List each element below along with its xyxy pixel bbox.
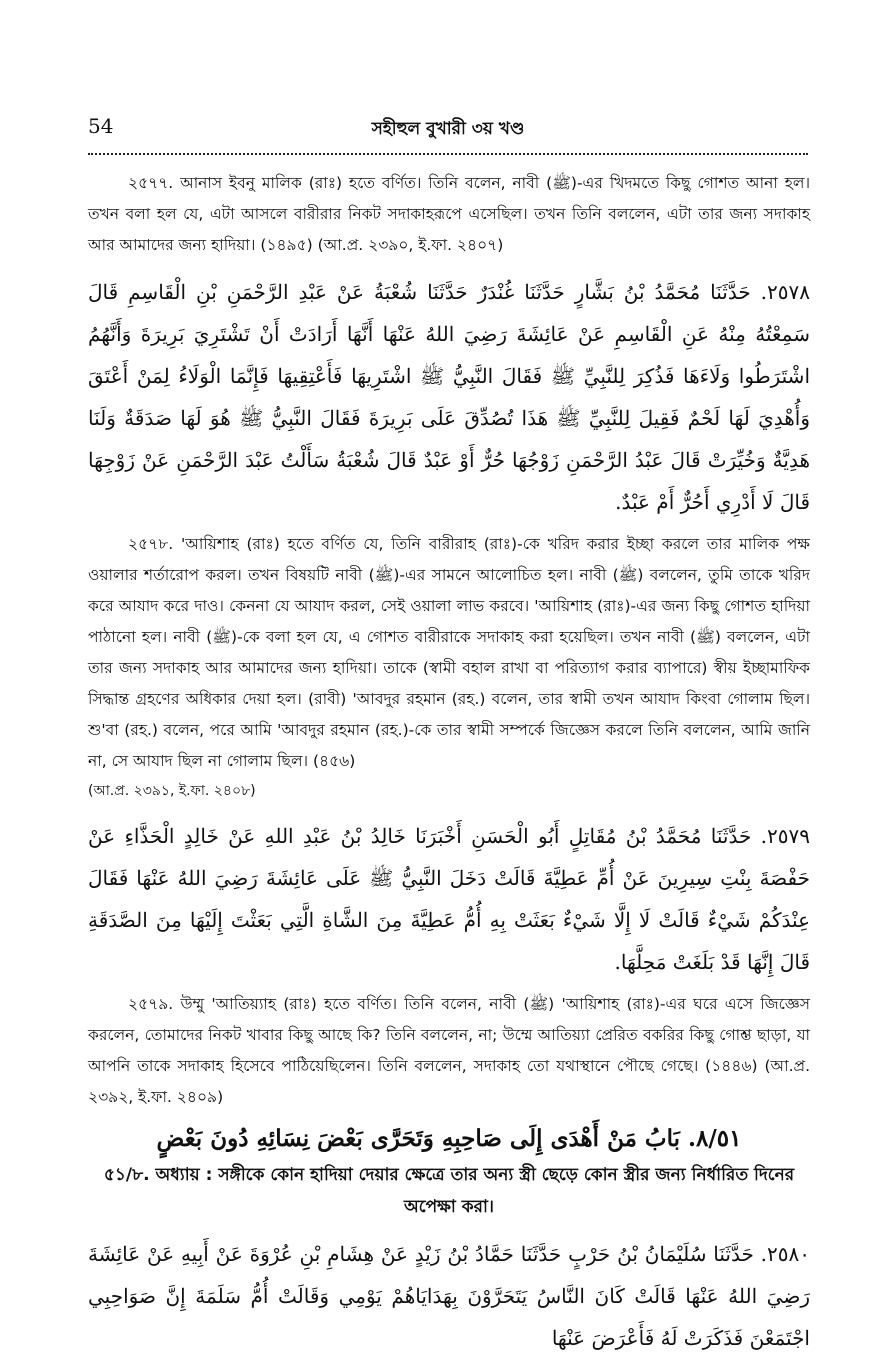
hadith-2578-bengali: ২৫৭৮. 'আয়িশাহ (রাঃ) হতে বর্ণিত যে, তিনি বারীরাহ (রাঃ)-কে খরিদ করার ইচ্ছা করলে তার মালিক পক্ষ ওয়ালার শর্তারোপ করল। তখন বিষয়টি নাবী (ﷺ)-এর সামনে আলোচিত হল। নাবী (ﷺ) বললেন, তুমি তাকে খরিদ করে আযাদ করে দাও। কেননা যে আযাদ করল, সেই ওয়ালা লাভ করবে। 'আয়িশাহ (রাঃ)-এর জন্য কিছু গোশত হাদিয়া পাঠানো হল। নাবী (ﷺ)-কে বলা হল যে, এ গোশত বারীরাকে সদাকাহ করা হয়েছিল। তখন নাবী (ﷺ) বললেন, এটা তার জন্য সদাকাহ আর আমাদের জন্য হাদিয়া। তাকে (স্বামী বহাল রাখা বা পরিত্যাগ করার ব্যাপারে) স্বীয় ইচ্ছামাফিক সিদ্ধান্ত গ্রহণের অধিকার দেয়া হল। (রাবী) 'আবদুর রহমান (রহ.) বলেন, তার স্বামী তখন আযাদ কিংবা গোলাম ছিল। শু'বা (রহ.) বলেন, পরে আমি 'আবদুর রহমান (রহ.)-কে তার স্বামী সম্পর্কে জিজ্ঞেস করলে তিনি বললেন, আমি জানি না, সে আযাদ ছিল না গোলাম ছিল। (৪৫৬): [88, 535, 811, 770]
hadith-2578-reference: (আ.প্র. ২৩৯১, ই.ফা. ২৪০৮): [88, 783, 256, 799]
chapter-heading-bengali: ৫১/৮. অধ্যায় : সঙ্গীকে কোন হাদিয়া দেয়ার ক্ষেত্রে তার অন্য স্ত্রী ছেড়ে কোন স্ত্রীর জন্য নির্ধারিত দিনের অপেক্ষা করা।: [103, 1165, 795, 1217]
page-body: [88, 168, 810, 1365]
hadith-2577-bengali: ২৫৭৭. আনাস ইবনু মালিক (রাঃ) হতে বর্ণিত। তিনি বলেন, নাবী (ﷺ)-এর খিদমতে কিছু গোশত আনা হল। তখন বলা হল যে, এটা আসলে বারীরার নিকট সদাকাহরূপে এসেছিল। তখন তিনি বললেন, এটা তার জন্য সদাকাহ আর আমাদের জন্য হাদিয়া। (১৪৯৫) (আ.প্র. ২৩৯০, ই.ফা. ২৪০৭): [88, 174, 810, 254]
page-header: [88, 108, 808, 148]
hadith-2579-bengali: ২৫৭৯. উম্মু 'আতিয়্যাহ (রাঃ) হতে বর্ণিত। তিনি বলেন, নাবী (ﷺ) 'আয়িশাহ (রাঃ)-এর ঘরে এসে জিজ্ঞেস করলেন, তোমাদের নিকট খাবার কিছু আছে কি? তিনি বললেন, না; উম্মে আতিয়্যা প্রেরিত বকরির কিছু গোশ্ত ছাড়া, যা আপনি তাকে সদাকাহ হিসেবে পাঠিয়েছিলেন। তিনি বললেন, সদাকাহ তো যথাস্থানে পৌছে গেছে। (১৪৪৬) (আ.প্র. ২৩৯২, ই.ফা. ২৪০৯): [88, 995, 810, 1106]
chapter-heading-arabic: ٨/٥١. بَابُ مَنْ أَهْدَى إِلَى صَاحِبِهِ وَتَحَرَّى بَعْضَ نِسَائِهِ دُونَ بَعْضٍ: [156, 1125, 742, 1152]
hadith-2579-arabic: ٢٥٧٩. حَدَّثَنَا مُحَمَّدُ بْنُ مُقَاتِلٍ أَبُو الْحَسَنِ أَخْبَرَنَا خَالِدُ بْنُ عَبْدِ اللهِ عَنْ خَالِدٍ الْحَذَّاءِ عَنْ حَفْصَةَ بِنْتِ سِيرِينَ عَنْ أُمِّ عَطِيَّةَ قَالَتْ دَخَلَ النَّبِيُّ ﷺ عَلَى عَائِشَةَ رَضِيَ اللهُ عَنْهَا فَقَالَ عِنْدَكُمْ شَيْءٌ قَالَتْ لَا إِلَّا شَيْءٌ بَعَثَتْ بِهِ أُمُّ عَطِيَّةَ مِنَ الشَّاةِ الَّتِي بَعَثْتَ إِلَيْهَا مِنَ الصَّدَقَةِ قَالَ إِنَّهَا قَدْ بَلَغَتْ مَحِلَّهَا.: [88, 824, 810, 974]
running-title: সহীহুল বুখারী ৩য় খণ্ড: [371, 119, 525, 139]
header-divider: [88, 153, 808, 155]
page-number: 54: [88, 114, 114, 138]
hadith-2580-arabic: ٢٥٨٠. حَدَّثَنَا سُلَيْمَانُ بْنُ حَرْبٍ حَدَّثَنَا حَمَّادُ بْنُ زَيْدٍ عَنْ هِشَامِ بْنِ عُرْوَةَ عَنْ أَبِيهِ عَنْ عَائِشَةَ رَضِيَ اللهُ عَنْهَا قَالَتْ كَانَ النَّاسُ يَتَحَرَّوْنَ بِهَدَايَاهُمْ يَوْمِي وَقَالَتْ أُمُّ سَلَمَةَ إِنَّ صَوَاحِبِي اجْتَمَعْنَ فَذَكَرَتْ لَهُ فَأَعْرَضَ عَنْهَا: [88, 1242, 810, 1350]
hadith-2578-arabic: ٢٥٧٨. حَدَّثَنَا مُحَمَّدُ بْنُ بَشَّارٍ حَدَّثَنَا غُنْدَرٌ حَدَّثَنَا شُعْبَةُ عَنْ عَبْدِ الرَّحْمَنِ بْنِ الْقَاسِمِ قَالَ سَمِعْتُهُ مِنْهُ عَنِ الْقَاسِمِ عَنْ عَائِشَةَ رَضِيَ اللهُ عَنْهَا أَنَّهَا أَرَادَتْ أَنْ تَشْتَرِيَ بَرِيرَةَ وَأَنَّهُمُ اشْتَرَطُوا وَلَاءَهَا فَذُكِرَ لِلنَّبِيِّ ﷺ فَقَالَ النَّبِيُّ ﷺ اشْتَرِيهَا فَأَعْتِقِيهَا فَإِنَّمَا الْوَلَاءُ لِمَنْ أَعْتَقَ وَأُهْدِيَ لَهَا لَحْمٌ فَقِيلَ لِلنَّبِيِّ ﷺ هَذَا تُصُدِّقَ عَلَى بَرِيرَةَ فَقَالَ النَّبِيُّ ﷺ هُوَ لَهَا صَدَقَةٌ وَلَنَا هَدِيَّةٌ وَخُيِّرَتْ قَالَ عَبْدُ الرَّحْمَنِ زَوْجُهَا حُرٌّ أَوْ عَبْدٌ قَالَ شُعْبَةُ سَأَلْتُ عَبْدَ الرَّحْمَنِ عَنْ زَوْجِهَا قَالَ لَا أَدْرِي أَحُرٌّ أَمْ عَبْدٌ.: [88, 280, 810, 514]
